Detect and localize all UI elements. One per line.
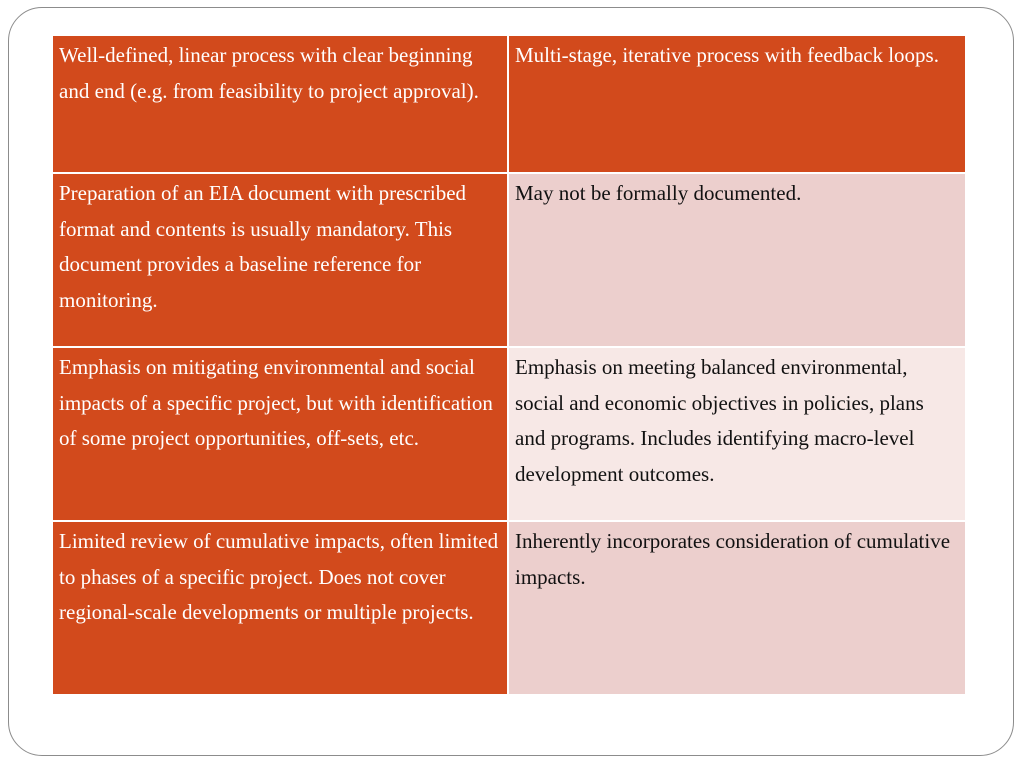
table-cell-left: Preparation of an EIA document with prescribed format and contents is usually mandatory. This document provides a baseline reference for monitoring. (52, 173, 508, 347)
table-cell-right: May not be formally documented. (508, 173, 966, 347)
comparison-table (51, 34, 967, 696)
table-cell-left: Limited review of cumulative impacts, often limited to phases of a specific project. Does not cover regional-scale developments or multiple projects. (52, 521, 508, 695)
table-row (52, 347, 966, 521)
table-cell-left: Well-defined, linear process with clear beginning and end (e.g. from feasibility to project approval). (52, 35, 508, 173)
table-cell-right: Inherently incorporates consideration of cumulative impacts. (508, 521, 966, 695)
table-row (52, 35, 966, 173)
table-row (52, 521, 966, 695)
table-cell-right: Emphasis on meeting balanced environmental, social and economic objectives in policies, plans and programs. Includes identifying macro-level development outcomes. (508, 347, 966, 521)
table-cell-left: Emphasis on mitigating environmental and social impacts of a specific project, but with identification of some project opportunities, off-sets, etc. (52, 347, 508, 521)
table-cell-right: Multi-stage, iterative process with feedback loops. (508, 35, 966, 173)
table-row (52, 173, 966, 347)
